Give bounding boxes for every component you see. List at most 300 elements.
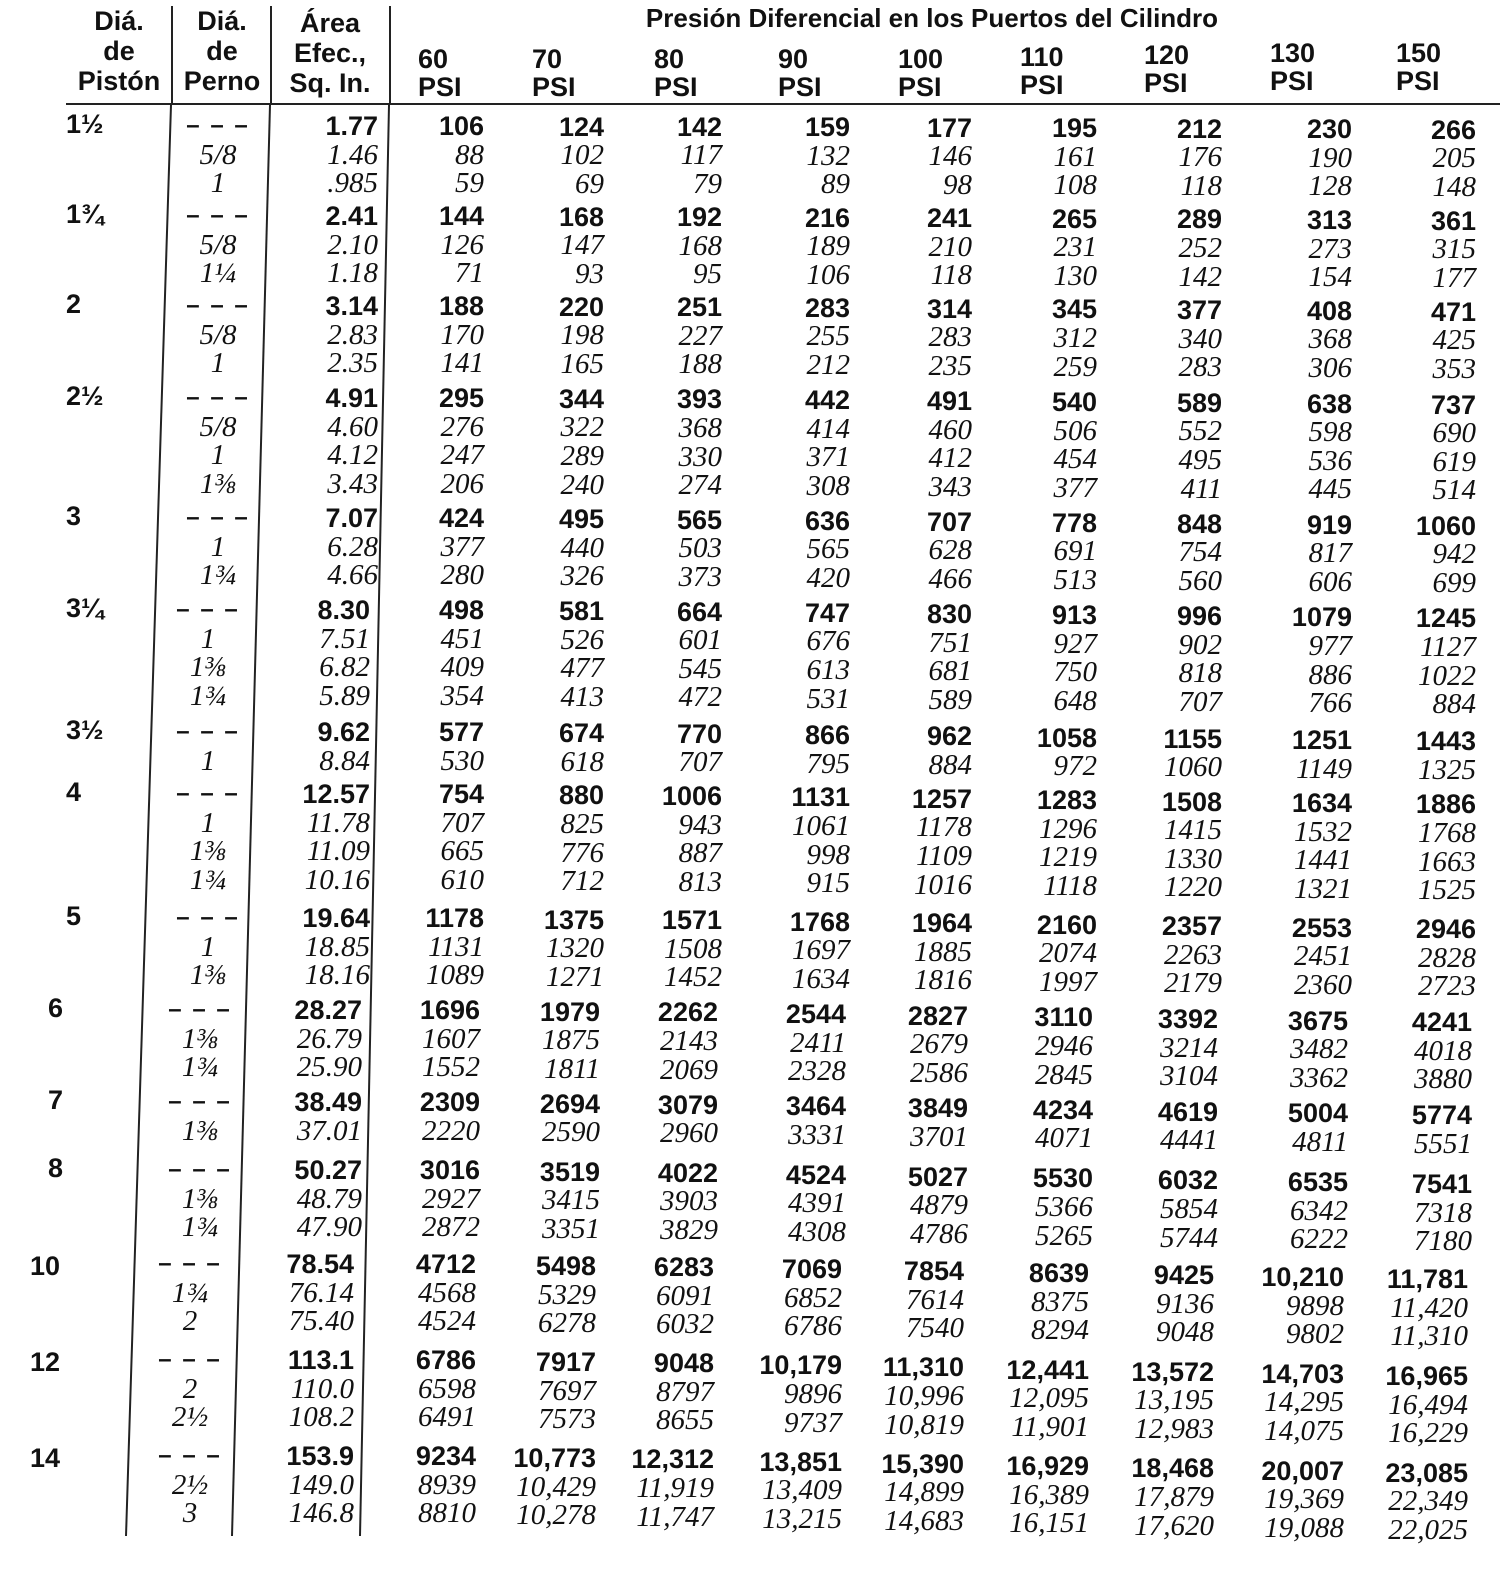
force-value: 3415 [542, 1184, 600, 1216]
force-value: 589 [1176, 388, 1222, 418]
force-value: 5744 [1160, 1222, 1218, 1254]
rod-none-marker: – – – [158, 1250, 222, 1277]
force-value: 79 [693, 168, 722, 200]
force-value: 513 [1053, 564, 1097, 596]
force-value: 3214 [1160, 1032, 1218, 1064]
force-value: 2586 [910, 1057, 968, 1089]
force-value: 1607 [422, 1023, 480, 1055]
force-value: 69 [575, 168, 604, 200]
force-value: 280 [440, 559, 484, 591]
force-value: 1022 [1418, 660, 1476, 692]
force-value: 1452 [664, 961, 722, 993]
force-value: 14,295 [1264, 1386, 1344, 1418]
rod-diameter: 1¾ [189, 679, 227, 712]
force-value: 4568 [418, 1277, 476, 1309]
force-value: 445 [1308, 473, 1352, 505]
force-value: 690 [1432, 417, 1476, 449]
force-value: 8939 [418, 1469, 476, 1501]
force-value: 440 [560, 532, 604, 564]
rod-diameter: 1 [200, 622, 216, 655]
force-value: 1885 [914, 936, 972, 968]
force-value: 71 [455, 257, 484, 289]
force-value: 283 [804, 293, 850, 323]
force-value: 3351 [542, 1213, 600, 1245]
force-value: 9234 [415, 1441, 476, 1471]
pressure-head-5-line-2: PSI [1020, 70, 1064, 100]
effective-area: 2.41 [325, 201, 378, 231]
pressure-head-8-line-1: 150 [1396, 38, 1442, 68]
effective-area: 8.30 [317, 595, 370, 625]
force-value: 1811 [544, 1053, 600, 1085]
force-value: 353 [1432, 353, 1476, 385]
rod-diameter: 2 [182, 1305, 198, 1338]
force-value: 766 [1308, 687, 1352, 719]
force-value: 3482 [1290, 1033, 1348, 1065]
force-value: 7614 [906, 1284, 964, 1316]
force-value: 10,773 [513, 1443, 596, 1473]
force-value: 13,409 [762, 1474, 842, 1506]
force-value: 2960 [660, 1117, 718, 1149]
force-value: 880 [558, 780, 604, 810]
pressure-head-8-line-2: PSI [1396, 66, 1440, 96]
force-value: 560 [1178, 565, 1222, 597]
force-value: 130 [1053, 260, 1097, 292]
piston-diameter: 2½ [66, 381, 104, 411]
force-value: 4391 [788, 1187, 846, 1219]
force-value: 420 [806, 562, 850, 594]
force-value: 581 [558, 596, 604, 626]
force-value: 6786 [784, 1310, 842, 1342]
effective-area: 7.51 [319, 622, 370, 655]
force-value: 778 [1051, 508, 1097, 538]
force-value: 7540 [906, 1312, 964, 1344]
force-value: 16,965 [1385, 1361, 1468, 1391]
force-value: 618 [560, 746, 604, 778]
piston-diameter: 8 [48, 1153, 64, 1183]
force-value: 1127 [1420, 631, 1476, 663]
effective-area: 1.77 [325, 111, 378, 141]
force-value: 5854 [1160, 1193, 1218, 1225]
rod-diameter: 1⅜ [189, 959, 227, 992]
force-value: 2679 [910, 1028, 968, 1060]
force-value: 10,210 [1261, 1262, 1344, 1292]
force-value: 159 [804, 112, 850, 142]
force-value: 1118 [1043, 870, 1097, 902]
force-value: 6786 [415, 1345, 476, 1375]
force-value: 411 [1180, 473, 1222, 505]
force-value: 19,369 [1264, 1483, 1344, 1515]
force-value: 1251 [1291, 725, 1352, 755]
rod-diameter: 1 [210, 167, 226, 200]
force-value: 345 [1051, 294, 1097, 324]
rod-none-marker: – – – [168, 1156, 232, 1183]
force-value: 10,278 [516, 1499, 596, 1531]
force-value: 6598 [418, 1373, 476, 1405]
force-value: 377 [1176, 295, 1222, 325]
force-value: 4441 [1160, 1124, 1218, 1156]
force-value: 3849 [907, 1093, 968, 1123]
force-value: 4786 [910, 1218, 968, 1250]
pressure-title: Presión Diferencial en los Puertos del Cilindro [645, 3, 1219, 33]
force-value: 241 [926, 203, 972, 233]
force-value: 610 [440, 864, 484, 896]
rod-diameter: 1⅜ [189, 651, 227, 684]
rod-diameter: 1 [210, 347, 226, 380]
force-value: 825 [560, 808, 604, 840]
force-value: 7541 [1411, 1169, 1472, 1199]
force-value: 8655 [656, 1404, 714, 1436]
force-value: 4071 [1035, 1122, 1093, 1154]
rod-diameter: 1¾ [199, 559, 237, 592]
force-value: 1320 [546, 932, 604, 964]
force-value: 9802 [1286, 1318, 1344, 1350]
force-value: 7573 [538, 1403, 596, 1435]
force-value: 132 [806, 140, 850, 172]
effective-area: 2.10 [327, 228, 378, 261]
force-value: 1058 [1036, 723, 1097, 753]
rod-diameter: 1 [210, 439, 226, 472]
piston-diameter: 10 [30, 1251, 61, 1281]
force-value: 7697 [538, 1375, 596, 1407]
effective-area: 37.01 [296, 1114, 362, 1147]
effective-area: 25.90 [296, 1051, 362, 1084]
force-value: 2872 [422, 1211, 480, 1243]
force-value: 5004 [1287, 1098, 1348, 1128]
pressure-head-2-line-2: PSI [654, 72, 698, 102]
effective-area: 50.27 [294, 1155, 362, 1185]
rod-none-marker: – – – [168, 996, 232, 1023]
force-value: 1552 [422, 1051, 480, 1083]
force-value: 210 [928, 231, 972, 263]
force-value: 126 [440, 229, 484, 261]
force-value: 11,747 [636, 1501, 714, 1533]
force-value: 2451 [1294, 940, 1352, 972]
force-value: 22,349 [1388, 1485, 1468, 1517]
force-value: 1325 [1418, 754, 1476, 786]
force-value: 118 [1180, 170, 1222, 202]
force-value: 4308 [788, 1216, 846, 1248]
force-value: 189 [806, 230, 850, 262]
force-value: 503 [678, 532, 722, 564]
rod-diameter: 3 [182, 1497, 198, 1530]
rod-diameter: 1⅜ [181, 1182, 219, 1215]
force-value: 471 [1430, 297, 1476, 327]
force-value: 1109 [916, 840, 972, 872]
force-value: 413 [560, 681, 604, 713]
force-value: 371 [806, 441, 850, 473]
rod-diameter: 5/8 [199, 138, 237, 171]
force-value: 977 [1308, 630, 1352, 662]
force-value: 707 [440, 807, 484, 839]
force-value: 306 [1308, 352, 1352, 384]
force-value: 1060 [1415, 511, 1476, 541]
force-value: 12,441 [1006, 1355, 1089, 1385]
pressure-head-1-line-1: 70 [532, 44, 563, 74]
force-value: 7180 [1414, 1225, 1472, 1257]
force-value: 188 [438, 291, 484, 321]
rod-diameter: 1 [200, 744, 216, 777]
force-value: 3331 [788, 1119, 846, 1151]
force-value: 117 [680, 139, 722, 171]
force-value: 3104 [1160, 1060, 1218, 1092]
force-value: 11,781 [1386, 1264, 1468, 1294]
rod-diameter: 1⅜ [199, 467, 237, 500]
force-value: 2074 [1039, 937, 1097, 969]
pressure-head-4-line-1: 100 [898, 44, 944, 74]
force-value: 368 [678, 412, 722, 444]
effective-area: .985 [327, 167, 378, 200]
rod-none-marker: – – – [186, 384, 250, 411]
force-value: 996 [1176, 601, 1222, 631]
force-value: 247 [440, 439, 484, 471]
force-value: 707 [678, 746, 722, 778]
piston-diameter: 1¾ [66, 199, 104, 229]
force-value: 737 [1430, 390, 1476, 420]
force-value: 2946 [1415, 914, 1476, 944]
force-value: 17,879 [1134, 1481, 1214, 1513]
rod-diameter: 5/8 [199, 410, 237, 443]
rod-diameter: 1 [200, 930, 216, 963]
force-value: 2328 [788, 1055, 846, 1087]
effective-area: 1.46 [327, 138, 378, 171]
force-value: 3519 [539, 1157, 600, 1187]
force-value: 19,088 [1264, 1512, 1344, 1544]
force-value: 170 [440, 319, 484, 351]
force-value: 466 [928, 563, 972, 595]
effective-area: 12.57 [302, 779, 370, 809]
force-value: 313 [1306, 205, 1352, 235]
force-value: 1886 [1415, 789, 1476, 819]
rod-diameter: 1⅜ [189, 835, 227, 868]
force-value: 598 [1308, 416, 1352, 448]
force-value: 212 [1176, 114, 1222, 144]
force-value: 776 [560, 837, 604, 869]
force-value: 707 [926, 507, 972, 537]
force-value: 1697 [792, 934, 850, 966]
force-value: 412 [928, 442, 972, 474]
force-value: 565 [676, 505, 722, 535]
force-value: 942 [1432, 538, 1476, 570]
effective-area: 108.2 [288, 1401, 354, 1434]
effective-area: 110.0 [290, 1372, 354, 1405]
pressure-head-2-line-1: 80 [654, 44, 685, 74]
force-value: 2590 [542, 1116, 600, 1148]
rod-header-line-1: Diá. [197, 6, 247, 36]
force-value: 283 [928, 321, 972, 353]
force-value: 2694 [539, 1089, 600, 1119]
force-value: 531 [806, 683, 850, 715]
rod-diameter: 1⅜ [181, 1114, 219, 1147]
force-value: 14,703 [1261, 1359, 1344, 1389]
piston-diameter: 14 [30, 1443, 61, 1473]
force-value: 361 [1430, 206, 1476, 236]
force-value: 927 [1053, 628, 1097, 660]
rod-diameter: 5/8 [199, 318, 237, 351]
force-value: 8375 [1031, 1286, 1089, 1318]
force-value: 8639 [1028, 1258, 1089, 1288]
force-value: 998 [806, 839, 850, 871]
force-value: 274 [678, 469, 722, 501]
force-value: 315 [1432, 233, 1476, 265]
force-value: 817 [1308, 537, 1352, 569]
force-value: 638 [1306, 389, 1352, 419]
piston-diameter: 1½ [66, 109, 104, 139]
force-value: 2411 [790, 1027, 846, 1059]
force-value: 601 [678, 624, 722, 656]
effective-area: 11.09 [306, 835, 370, 868]
force-value: 5551 [1414, 1128, 1472, 1160]
force-value: 142 [676, 112, 722, 142]
force-value: 1006 [661, 781, 722, 811]
force-value: 2309 [419, 1087, 480, 1117]
force-value: 1634 [1291, 788, 1352, 818]
force-value: 16,151 [1009, 1507, 1089, 1539]
force-value: 1443 [1415, 726, 1476, 756]
force-value: 1508 [1161, 787, 1222, 817]
rod-none-marker: – – – [158, 1346, 222, 1373]
pressure-head-7-line-2: PSI [1270, 66, 1314, 96]
force-value: 2946 [1035, 1030, 1093, 1062]
force-value: 1508 [664, 933, 722, 965]
pressure-head-0-line-1: 60 [418, 44, 449, 74]
force-value: 4524 [785, 1160, 846, 1190]
force-value: 12,983 [1134, 1413, 1214, 1445]
rod-none-marker: – – – [168, 1088, 232, 1115]
force-value: 628 [928, 534, 972, 566]
force-value: 340 [1178, 323, 1222, 355]
force-value: 326 [560, 560, 604, 592]
force-value: 1696 [419, 995, 480, 1025]
force-value: 154 [1308, 261, 1352, 293]
effective-area: 8.84 [319, 744, 370, 777]
force-value: 1089 [426, 959, 484, 991]
force-value: 141 [440, 347, 484, 379]
force-value: 915 [806, 867, 850, 899]
force-value: 10,179 [759, 1350, 842, 1380]
force-value: 4619 [1157, 1097, 1218, 1127]
force-value: 699 [1432, 567, 1476, 599]
force-value: 252 [1178, 232, 1222, 264]
force-value: 343 [928, 471, 972, 503]
force-value: 1016 [914, 869, 972, 901]
piston-diameter: 3½ [66, 715, 104, 745]
force-value: 4234 [1032, 1095, 1093, 1125]
force-value: 1155 [1163, 724, 1222, 754]
force-value: 16,494 [1388, 1389, 1468, 1421]
force-value: 14,899 [884, 1476, 964, 1508]
force-value: 2263 [1164, 939, 1222, 971]
force-value: 2828 [1418, 942, 1476, 974]
effective-area: 1.18 [327, 257, 378, 290]
force-value: 2262 [657, 997, 718, 1027]
piston-diameter: 4 [66, 777, 82, 807]
rod-none-marker: – – – [176, 780, 240, 807]
force-value: 514 [1432, 474, 1476, 506]
force-value: 552 [1178, 415, 1222, 447]
force-value: 619 [1432, 446, 1476, 478]
effective-area: 48.79 [296, 1182, 362, 1215]
force-value: 12,312 [631, 1444, 714, 1474]
force-value: 1816 [914, 964, 972, 996]
force-value: 866 [804, 720, 850, 750]
force-value: 15,390 [881, 1449, 964, 1479]
force-value: 3016 [419, 1155, 480, 1185]
effective-area: 146.8 [288, 1497, 354, 1530]
force-value: 102 [560, 139, 604, 171]
pressure-head-5-line-1: 110 [1020, 42, 1064, 72]
effective-area: 19.64 [302, 903, 370, 933]
force-value: 460 [928, 414, 972, 446]
force-value: 3464 [785, 1091, 846, 1121]
force-value: 16,229 [1388, 1417, 1468, 1449]
force-value: 12,095 [1009, 1382, 1089, 1414]
force-value: 5774 [1411, 1100, 1472, 1130]
force-value: 3903 [660, 1185, 718, 1217]
force-value: 681 [928, 655, 972, 687]
force-value: 161 [1053, 141, 1097, 173]
force-value: 1061 [792, 810, 850, 842]
force-value: 165 [560, 348, 604, 380]
force-value: 813 [678, 866, 722, 898]
force-value: 606 [1308, 566, 1352, 598]
force-value: 648 [1053, 685, 1097, 717]
effective-area: 28.27 [294, 995, 362, 1025]
force-value: 545 [678, 653, 722, 685]
rod-none-marker: – – – [158, 1442, 222, 1469]
force-value: 6222 [1290, 1223, 1348, 1255]
force-value: 8810 [418, 1497, 476, 1529]
force-value: 235 [928, 350, 972, 382]
rod-none-marker: – – – [176, 904, 240, 931]
rod-none-marker: – – – [176, 718, 240, 745]
force-value: 1257 [911, 784, 972, 814]
force-value: 424 [438, 503, 484, 533]
force-value: 1131 [791, 782, 850, 812]
force-value: 106 [438, 111, 484, 141]
force-value: 11,310 [882, 1352, 964, 1382]
force-value: 4022 [657, 1158, 718, 1188]
force-value: 373 [678, 561, 722, 593]
force-value: 751 [928, 627, 972, 659]
force-value: 255 [806, 320, 850, 352]
force-value: 818 [1178, 657, 1222, 689]
force-value: 2927 [422, 1183, 480, 1215]
pressure-head-3-line-2: PSI [778, 72, 822, 102]
force-value: 9898 [1286, 1290, 1344, 1322]
rod-diameter: 2½ [171, 1468, 209, 1501]
rod-diameter: 5/8 [199, 228, 237, 261]
force-value: 7854 [903, 1256, 964, 1286]
force-value: 884 [928, 749, 972, 781]
effective-area: 2.83 [327, 318, 378, 351]
force-value: 220 [558, 292, 604, 322]
rod-diameter: 2½ [171, 1401, 209, 1434]
force-value: 830 [926, 599, 972, 629]
force-value: 1245 [1415, 603, 1476, 633]
force-value: 577 [438, 717, 484, 747]
effective-area: 113.1 [287, 1345, 354, 1375]
force-value: 11,310 [1390, 1320, 1468, 1352]
force-value: 902 [1178, 629, 1222, 661]
force-value: 5265 [1035, 1220, 1093, 1252]
piston-diameter: 12 [30, 1347, 61, 1377]
area-header-line-1: Área [299, 8, 361, 38]
force-value: 190 [1308, 142, 1352, 174]
force-value: 20,007 [1261, 1456, 1344, 1486]
rod-none-marker: – – – [186, 112, 250, 139]
force-value: 3829 [660, 1214, 718, 1246]
rod-diameter: 1¾ [171, 1276, 209, 1309]
